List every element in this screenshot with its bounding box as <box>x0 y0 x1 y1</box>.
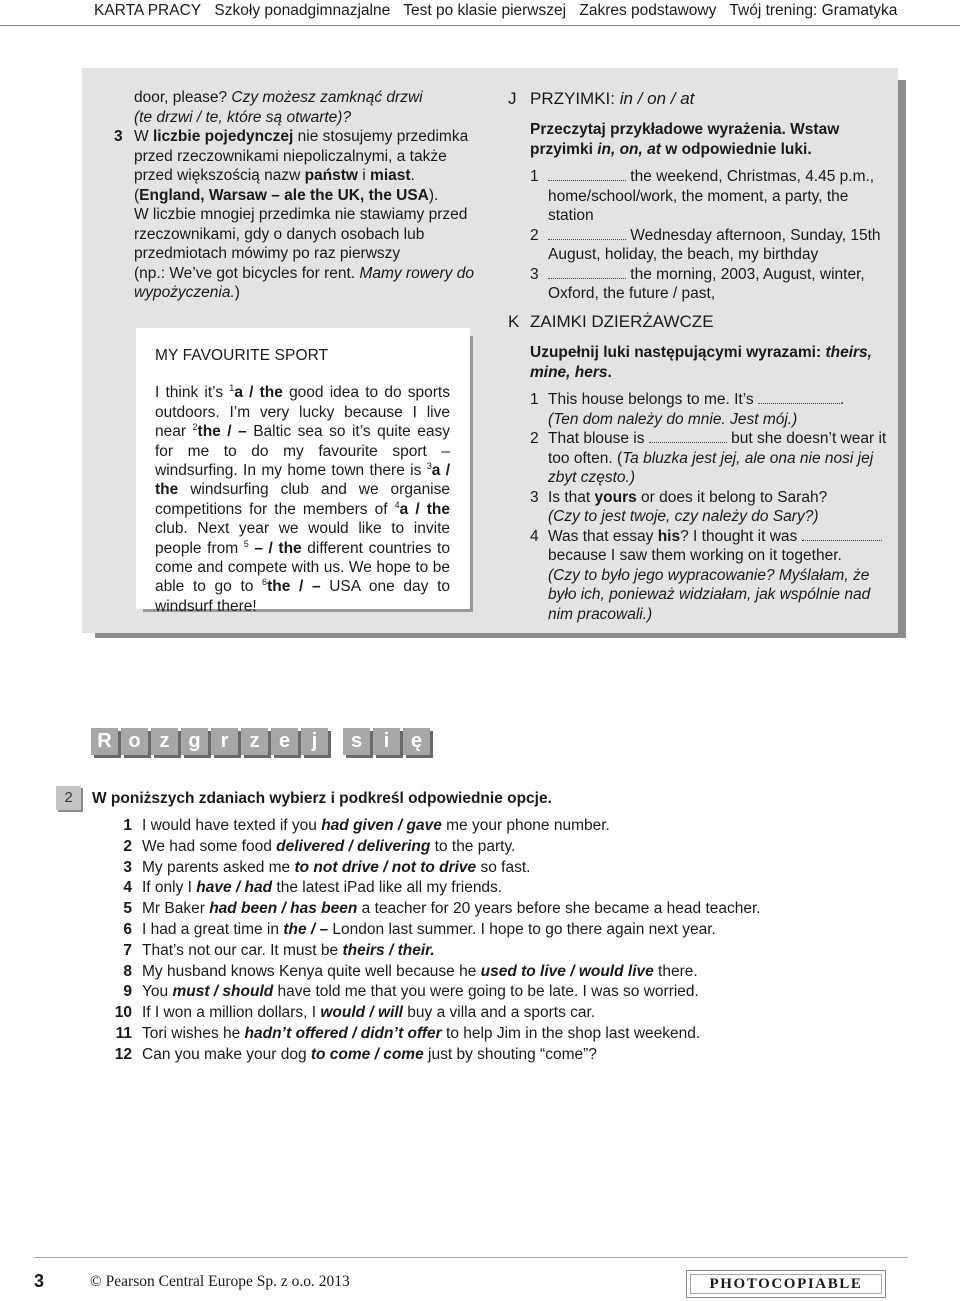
exercise-item <box>110 920 870 941</box>
choice-option[interactable]: have / had <box>196 879 273 897</box>
item-number: 9 <box>123 983 132 1001</box>
left-italic: (te drzwi / te, które są otwarte)? <box>134 108 352 126</box>
rule-bold: England, Warsaw – ale the UK, the USA <box>139 186 429 204</box>
sport-paragraph <box>155 383 450 616</box>
rule-plural: W liczbie mnogiej przedimka nie stawiamy przed rzeczownikami, gdy o danych osobach lub przedmiotach mówimy po raz pierwszy <box>134 206 468 262</box>
rule-text: i <box>357 167 371 184</box>
left-line-1 <box>114 88 474 108</box>
rule-bold: państw <box>304 167 358 184</box>
warmup-letter: ę <box>403 728 430 755</box>
left-text: door, please? <box>134 89 228 106</box>
item-text: a teacher for 20 years before she became a head teacher. <box>357 900 761 918</box>
item-text: London last summer. I hope to go there again next year. <box>328 920 716 938</box>
choice-option[interactable]: had given / gave <box>321 817 442 834</box>
exercise-item <box>110 1045 870 1066</box>
item-text: Is that <box>548 488 595 506</box>
item-number: 7 <box>123 941 132 959</box>
item-text: This house belongs to me. It’s <box>548 391 758 408</box>
item-translation: Ta bluzka jest jej, ale ona nie nosi jej zbyt często.) <box>548 449 874 486</box>
warmup-letter: i <box>373 728 400 755</box>
choice-option[interactable]: the / – <box>197 423 247 441</box>
choice-option[interactable]: a / the <box>234 384 283 402</box>
choice-option[interactable]: delivered / delivering <box>276 837 431 855</box>
answer-gap[interactable] <box>548 227 626 240</box>
rule-text: ). <box>428 186 439 204</box>
sport-text-box <box>136 328 470 615</box>
item-text: or does it belong to Sarah? <box>636 488 828 506</box>
list-item <box>530 167 888 226</box>
item-text: I would have texted if you <box>142 817 322 834</box>
item-text: Mr Baker <box>142 900 210 918</box>
item-text: You <box>142 983 173 1001</box>
item-number: 5 <box>123 900 132 918</box>
item-number: 2 <box>530 430 539 447</box>
section-title: PRZYIMKI: <box>530 89 620 108</box>
item-text: have told me that you were going to be late. I was so worried. <box>273 983 699 1001</box>
example-text: ) <box>234 284 240 301</box>
rule-text: W <box>134 128 153 145</box>
rule-3 <box>114 127 474 205</box>
choice-option[interactable]: hadn’t offered / didn’t offer <box>244 1024 442 1042</box>
item-text: to help Jim in the shop last weekend. <box>441 1024 701 1042</box>
instr-text: Uzupełnij luki następującymi wyrazami: <box>530 344 826 361</box>
answer-gap[interactable] <box>649 430 727 443</box>
choice-option[interactable]: a / the <box>399 500 450 518</box>
item-bold: yours <box>594 488 637 506</box>
warmup-letter: g <box>181 728 208 755</box>
instr-italic: in, on, at <box>597 140 661 158</box>
item-text: the latest iPad like all my friends. <box>272 879 503 897</box>
item-text: there. <box>653 962 698 980</box>
rule-number: 3 <box>114 128 123 145</box>
item-text: If only I <box>142 879 197 897</box>
section-letter: K <box>508 312 520 331</box>
item-text: If I won a million dollars, I <box>142 1004 321 1022</box>
warmup-letter: R <box>91 728 118 755</box>
item-text: so fast. <box>476 858 531 876</box>
example-text: (np.: We’ve got bicycles for rent. <box>134 264 360 282</box>
section-title-italic: in / on / at <box>619 89 695 108</box>
left-column <box>114 88 474 303</box>
item-number: 2 <box>123 837 132 855</box>
item-text: . <box>839 391 845 408</box>
exercise-instruction: W poniższych zdaniach wybierz i podkreśl odpowiednie opcje. <box>92 790 552 807</box>
choice-option[interactable]: must / should <box>172 983 274 1001</box>
sport-text: good idea to do sports outdoors. I’m very lucky because I live near <box>155 384 450 441</box>
exercise-item <box>110 878 870 899</box>
gap-number: 5 <box>243 538 249 549</box>
item-number: 6 <box>123 920 132 938</box>
answer-gap[interactable] <box>548 266 626 279</box>
section-k-instruction <box>508 343 888 382</box>
item-text: Tori wishes he <box>142 1024 245 1042</box>
choice-option[interactable]: to come / come <box>310 1045 424 1063</box>
item-text: the weekend, Christmas, 4.45 p.m., home/school/work, the moment, a party, the station <box>548 168 875 224</box>
page-number: 3 <box>34 1271 45 1291</box>
item-text: I had a great time in <box>142 920 284 938</box>
footer-divider <box>34 1257 908 1258</box>
instr-text: Przeczytaj przykładowe wyrażenia. Wstaw przyimki <box>530 121 840 158</box>
section-j-items <box>508 167 888 304</box>
sport-title: MY FAVOURITE SPORT <box>155 347 329 364</box>
item-number: 1 <box>530 391 539 408</box>
exercise-item <box>110 1024 870 1045</box>
exercise-item <box>110 962 870 983</box>
choice-option[interactable]: would / will <box>320 1004 403 1022</box>
warmup-letter: z <box>151 728 178 755</box>
exercise-list <box>110 816 870 1066</box>
choice-option[interactable]: used to live / would live <box>480 962 654 980</box>
item-text: Wednesday afternoon, Sunday, 15th August, holiday, the beach, my birthday <box>548 226 881 263</box>
sport-text: USA one day to windsurf there! <box>155 578 450 615</box>
gap-number: 2 <box>192 422 198 433</box>
exercise-item <box>110 858 870 879</box>
choice-option[interactable]: to not drive / not to drive <box>294 858 477 876</box>
item-text: buy a villa and a sports car. <box>403 1004 596 1022</box>
item-text: Was that essay <box>548 527 658 545</box>
item-number: 12 <box>114 1045 132 1063</box>
exercise-number-badge: 2 <box>56 786 81 810</box>
header-topic: Twój trening: Gramatyka <box>729 2 898 19</box>
sport-text: different countries to come and compete with us. We hope to be able to go to <box>155 539 450 596</box>
choice-option[interactable]: theirs / their. <box>342 941 435 959</box>
item-text: That blouse is <box>548 430 649 447</box>
sport-text: windsurfing club and we organise competitions for the members of <box>155 481 450 518</box>
warmup-letter: r <box>211 728 238 755</box>
exercise-item <box>110 816 870 837</box>
sport-text: Baltic sea so it’s quite easy for me to do my favourite sport – windsurfing. In my home town there is <box>155 423 450 480</box>
instr-text: w odpowiednie luki. <box>660 140 812 158</box>
header-test: Test po klasie pierwszej <box>403 2 567 19</box>
instr-italic: theirs, mine, hers <box>530 344 872 381</box>
exercise-item <box>110 1003 870 1024</box>
item-number: 8 <box>123 962 132 980</box>
item-translation: (Ten dom należy do mnie. Jest mój.) <box>548 410 798 428</box>
item-bold: his <box>657 527 681 545</box>
item-number: 1 <box>530 168 539 185</box>
list-item <box>530 226 888 265</box>
page-header <box>0 0 960 26</box>
exercise-item <box>110 982 870 1003</box>
gap-number: 4 <box>394 499 400 510</box>
list-item <box>530 488 888 527</box>
gap-number: 1 <box>229 383 235 394</box>
item-text: My husband knows Kenya quite well because he <box>142 962 481 980</box>
section-j <box>508 88 888 304</box>
warmup-letter: o <box>121 728 148 755</box>
exercise-item <box>110 837 870 858</box>
exercise-item <box>110 899 870 920</box>
rule-example <box>114 264 474 303</box>
warmup-letter: j <box>301 728 328 755</box>
answer-gap[interactable] <box>758 391 840 404</box>
sport-text: club. Next year we would like to invite people from <box>155 520 450 557</box>
instr-text: . <box>607 363 612 381</box>
item-number: 10 <box>114 1004 132 1022</box>
item-number: 2 <box>530 226 539 244</box>
choice-option[interactable]: the / – <box>267 578 321 596</box>
rule-text: nie stosujemy przedimka przed rzeczownikami niepoliczalnymi, a także przed większością nazw <box>134 128 469 184</box>
section-k-heading <box>508 311 888 333</box>
list-item <box>530 429 888 488</box>
item-text: ? I thought it was <box>680 527 802 545</box>
gap-number: 3 <box>426 460 432 471</box>
example-italic: Mamy rowery do wypożyczenia. <box>134 264 474 301</box>
left-line-2 <box>114 108 474 128</box>
item-number: 3 <box>530 265 539 283</box>
header-level: Zakres podstawowy <box>579 2 717 19</box>
section-title: ZAIMKI DZIERŻAWCZE <box>530 312 714 331</box>
item-text: That’s not our car. It must be <box>142 941 343 959</box>
item-text: me your phone number. <box>441 817 610 834</box>
gap-number: 6 <box>262 577 268 588</box>
header-school: Szkoły ponadgimnazjalne <box>214 2 391 19</box>
section-j-instruction <box>508 120 888 159</box>
left-italic: Czy możesz zamknąć drzwi <box>227 89 423 106</box>
item-number: 11 <box>115 1024 132 1042</box>
rule-bold: miast <box>370 167 411 184</box>
warmup-letter: s <box>343 728 370 755</box>
list-item <box>530 527 888 625</box>
item-text: My parents asked me <box>142 858 295 876</box>
item-text: the morning, 2003, August, winter, Oxford, the future / past, <box>548 265 865 302</box>
header-worksheet: KARTA PRACY <box>94 2 202 19</box>
sport-text: I think it’s <box>155 384 230 402</box>
choice-option[interactable]: had been / has been <box>209 900 358 918</box>
item-number: 4 <box>123 879 132 897</box>
list-item <box>530 390 888 429</box>
section-k <box>508 311 888 624</box>
list-item <box>530 265 888 304</box>
choice-option[interactable]: – / the <box>248 539 302 557</box>
choice-option[interactable]: the / – <box>283 920 329 938</box>
section-k-items <box>508 390 888 624</box>
item-text: We had some food <box>142 837 277 855</box>
item-number: 3 <box>530 488 539 506</box>
answer-gap[interactable] <box>802 528 882 541</box>
rule-bold: liczbie pojedynczej <box>152 128 294 145</box>
answer-gap[interactable] <box>548 168 626 181</box>
item-text: Can you make your dog <box>142 1045 311 1063</box>
rule-text: . ( <box>134 167 415 204</box>
item-text: because I saw them working on it together. <box>548 547 842 564</box>
warmup-letter: e <box>271 728 298 755</box>
item-translation: (Czy to było jego wypracowanie? Myślałam, że było ich, ponieważ widziałam, jak wspólnie nad nim pracowali.) <box>548 566 871 623</box>
item-translation: (Czy to jest twoje, czy należy do Sary?) <box>548 508 819 525</box>
item-text: to the party. <box>430 837 516 855</box>
item-number: 3 <box>123 858 132 876</box>
copyright-notice: © Pearson Central Europe Sp. z o.o. 2013 <box>90 1273 350 1290</box>
item-number: 4 <box>530 527 539 545</box>
section-j-heading <box>508 88 888 110</box>
item-text: just by shouting “come”? <box>423 1045 597 1063</box>
section-letter: J <box>508 89 517 108</box>
exercise-item <box>110 941 870 962</box>
photocopiable-badge: PHOTOCOPIABLE <box>686 1270 886 1298</box>
item-number: 1 <box>123 817 132 834</box>
warmup-letter: z <box>241 728 268 755</box>
item-text: but she doesn’t wear it too often. ( <box>548 430 887 467</box>
choice-option[interactable]: a / the <box>155 462 451 499</box>
